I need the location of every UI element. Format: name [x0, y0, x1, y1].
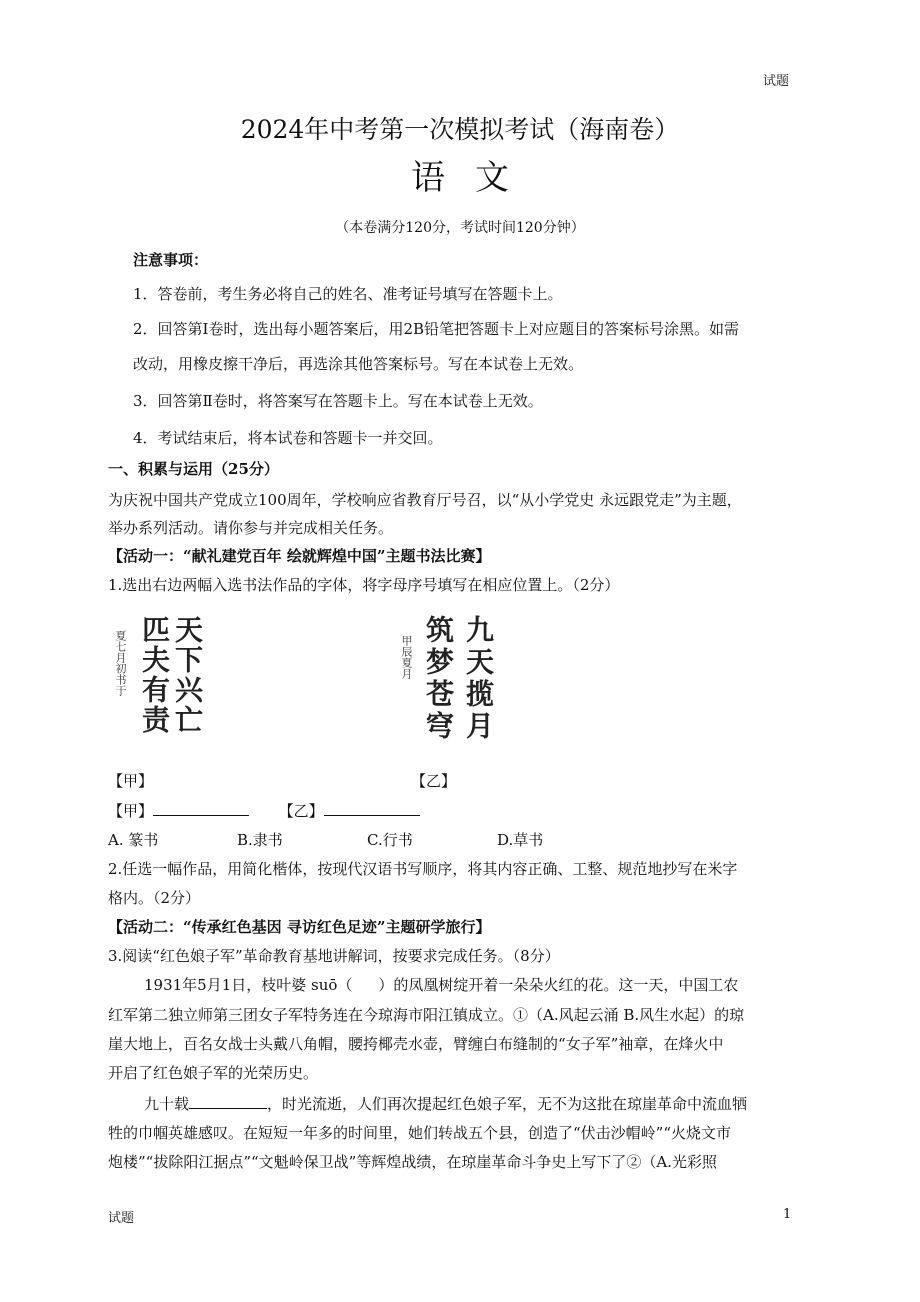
- artwork-b-column-1: 九天揽月: [462, 615, 495, 743]
- passage-p1-line-2: 红军第二独立师第三团女子军特务连在今琼海市阳江镇成立。①（A.风起云涌 B.风生水起）的琼: [108, 1006, 745, 1024]
- question-1: 1.选出右边两幅入选书法作品的字体，将字母序号填写在相应位置上。（2分）: [108, 576, 620, 594]
- passage-p2-line-2: 牲的巾帼英雄感叹。在短短一年多的时间里，她们转战五个县，创造了“伏击沙帽岭”“火烧文市: [108, 1124, 732, 1142]
- passage-p1-line-1-end: ）的凤凰树绽开着一朵朵火红的花。这一天，中国工农: [378, 976, 739, 994]
- artwork-a-label: 【甲】: [108, 772, 154, 790]
- artwork-b-label: 【乙】: [411, 772, 457, 790]
- activity1-heading: 【活动一：“献礼建党百年 绘就辉煌中国”主题书法比赛】: [108, 547, 491, 565]
- artwork-a-column-2: 匹夫有责: [138, 615, 171, 735]
- section1-intro-2: 举办系列活动。请你参与并完成相关任务。: [108, 519, 394, 537]
- section1-heading: 一、积累与运用（25分）: [108, 460, 279, 478]
- notice-item-2a: 2．回答第Ⅰ卷时，选出每小题答案后，用2B铅笔把答题卡上对应题目的答案标号涂黑。如需: [133, 320, 740, 338]
- question-3: 3.阅读“红色娘子军”革命教育基地讲解词，按要求完成任务。（8分）: [108, 947, 560, 965]
- passage-p1-line-1-start: 1931年5月1日，枝叶婆 suō（: [144, 976, 353, 994]
- section1-intro-1: 为庆祝中国共产党成立100周年，学校响应省教育厅号召，以“从小学党史 永远跟党走”为主题，: [108, 491, 742, 509]
- passage-p2-line-3: 炮楼”“拔除阳江据点”“文魁岭保卫战”等辉煌战绩，在琼崖革命斗争史上写下了②（A.光彩照: [108, 1153, 717, 1171]
- passage-p2-line-1: [144, 1094, 747, 1114]
- exam-note: （本卷满分120分，考试时间120分钟）: [335, 220, 585, 236]
- passage-p2-line-1-end: ，时光流逝，人们再次提起红色娘子军，无不为这批在琼崖革命中流血牺: [267, 1095, 748, 1113]
- notice-item-3: 3．回答第Ⅱ卷时，将答案写在答题卡上。写在本试卷上无效。: [133, 392, 543, 410]
- calligraphy-artwork-a: [112, 615, 222, 755]
- passage-p1-line-3: 崖大地上，百名女战士头戴八角帽，腰挎椰壳水壶，臂缠白布缝制的“女子军”袖章，在烽火中: [108, 1035, 724, 1053]
- passage-blank[interactable]: [189, 1094, 267, 1109]
- question-2-line-1: 2.任选一幅作品，用简化楷体，按现代汉语书写顺序，将其内容正确、工整、规范地抄写在米字: [108, 860, 738, 878]
- footer-label: 试题: [108, 1211, 135, 1226]
- answer-a-label: 【甲】: [108, 802, 154, 820]
- notice-item-1: 1．答卷前，考生务必将自己的姓名、准考证号填写在答题卡上。: [133, 285, 563, 303]
- passage-p2-line-1-start: 九十载: [144, 1095, 190, 1113]
- option-b: B.隶书: [237, 831, 283, 849]
- activity2-heading: 【活动二：“传承红色基因 寻访红色足迹”主题研学旅行】: [108, 918, 491, 936]
- answer-a-blank[interactable]: [153, 801, 249, 816]
- artwork-a-column-1: 天下兴亡: [171, 615, 204, 735]
- option-d: D.草书: [497, 831, 544, 849]
- answer-b-blank[interactable]: [324, 801, 420, 816]
- calligraphy-artwork-b: [398, 615, 508, 760]
- notice-item-2b: 改动，用橡皮擦干净后，再选涂其他答案标号。写在本试卷上无效。: [133, 355, 584, 373]
- page-title: 2024年中考第一次模拟考试（海南卷）: [240, 115, 680, 144]
- page-number: 1: [783, 1207, 792, 1222]
- answer-b-label: 【乙】: [278, 802, 324, 820]
- question-2-line-2: 格内。（2分）: [108, 889, 201, 907]
- answer-row: [108, 801, 420, 821]
- passage-p1-line-1: [144, 975, 738, 995]
- passage-p1-line-4: 开启了红色娘子军的光荣历史。: [108, 1064, 319, 1082]
- artwork-b-seal: 甲辰夏月: [400, 635, 413, 679]
- notice-heading: 注意事项：: [133, 251, 209, 269]
- header-label: 试题: [763, 74, 790, 89]
- artwork-a-seal: 夏七月初书于: [114, 630, 127, 696]
- artwork-b-column-2: 筑梦苍穹: [422, 615, 455, 743]
- notice-item-4: 4．考试结束后，将本试卷和答题卡一并交回。: [133, 429, 443, 447]
- option-a: A. 篆书: [108, 831, 159, 849]
- subject-title: 语文: [411, 158, 539, 198]
- option-c: C.行书: [367, 831, 413, 849]
